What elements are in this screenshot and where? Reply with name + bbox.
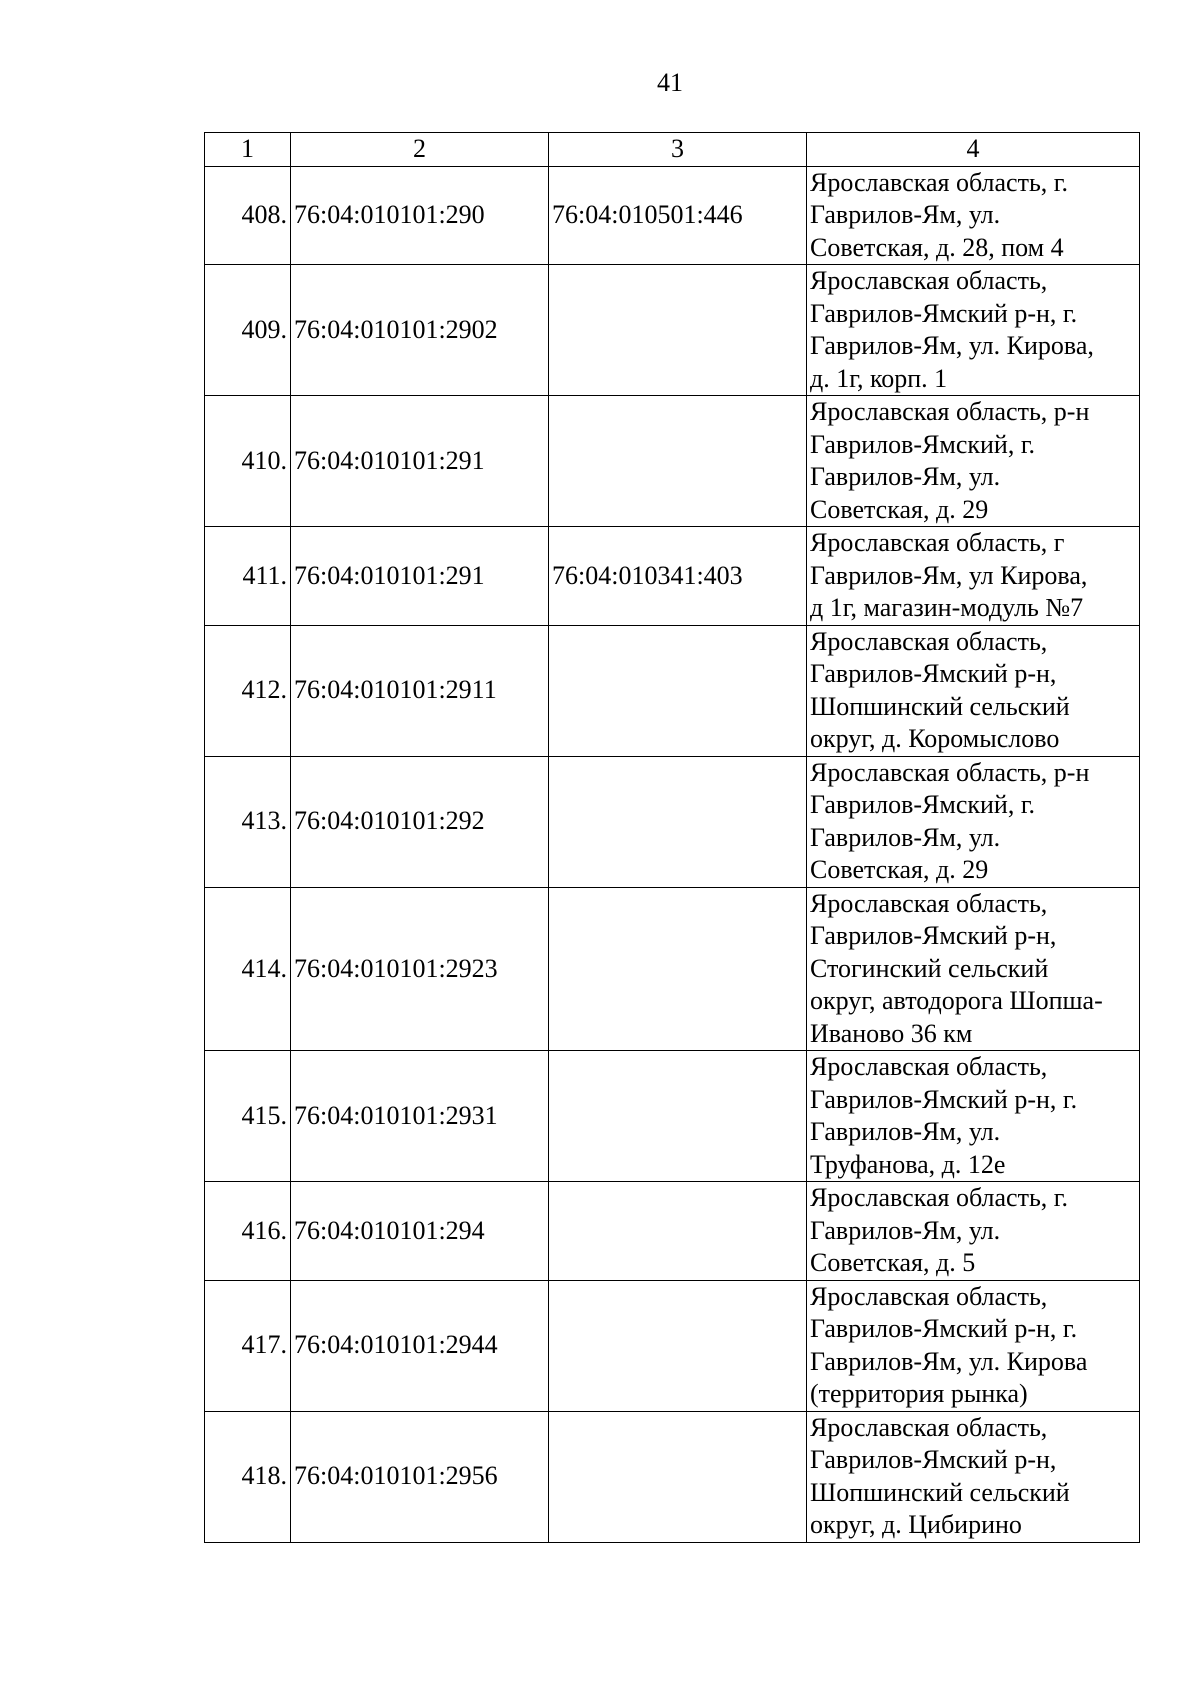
registry-table bbox=[204, 132, 1140, 1543]
address-line: Гаврилов-Ям, ул. bbox=[810, 822, 1001, 852]
address-line: Ярославская область, bbox=[810, 266, 1048, 295]
address-line: Труфанова, д. 12е bbox=[810, 1149, 1006, 1179]
inner-cadastral-number bbox=[549, 396, 807, 527]
address-cell bbox=[807, 265, 1140, 396]
address-cell bbox=[807, 1411, 1140, 1542]
address-line: Ярославская область, г. bbox=[810, 167, 1069, 197]
cadastral-number: 76:04:010101:2923 bbox=[291, 887, 549, 1051]
address-line: Гаврилов-Ямский р-н, bbox=[810, 921, 1057, 950]
inner-cadastral-number bbox=[549, 625, 807, 756]
table-row bbox=[205, 527, 1140, 626]
row-number: 408. bbox=[205, 166, 291, 265]
inner-cadastral-number: 76:04:010341:403 bbox=[549, 527, 807, 626]
table-row bbox=[205, 1051, 1140, 1182]
address-line: Советская, д. 5 bbox=[810, 1248, 976, 1277]
address-cell bbox=[807, 625, 1140, 756]
table-row bbox=[205, 1280, 1140, 1411]
address-line: Гаврилов-Ям, ул. Кирова, bbox=[810, 331, 1094, 360]
address-cell bbox=[807, 1280, 1140, 1411]
address-cell bbox=[807, 756, 1140, 887]
address-cell bbox=[807, 396, 1140, 527]
row-number: 410. bbox=[205, 396, 291, 527]
cadastral-number: 76:04:010101:294 bbox=[291, 1182, 549, 1281]
row-number: 411. bbox=[205, 527, 291, 626]
address-line: Гаврилов-Ям, ул. Кирова bbox=[810, 1346, 1088, 1376]
row-number: 416. bbox=[205, 1182, 291, 1281]
cadastral-number: 76:04:010101:2956 bbox=[291, 1411, 549, 1542]
row-number: 415. bbox=[205, 1051, 291, 1182]
address-line: Советская, д. 29 bbox=[810, 855, 989, 884]
address-cell bbox=[807, 166, 1140, 265]
address-line: Ярославская область, р-н bbox=[810, 397, 1090, 426]
cadastral-number: 76:04:010101:2931 bbox=[291, 1051, 549, 1182]
header-row bbox=[205, 133, 1140, 167]
inner-cadastral-number bbox=[549, 1411, 807, 1542]
address-line: Советская, д. 29 bbox=[810, 494, 989, 524]
row-number: 417. bbox=[205, 1280, 291, 1411]
address-line: Шопшинский сельский bbox=[810, 691, 1070, 721]
table-row bbox=[205, 756, 1140, 887]
address-line: Советская, д. 28, пом 4 bbox=[810, 232, 1064, 262]
inner-cadastral-number bbox=[549, 1182, 807, 1281]
table-row bbox=[205, 265, 1140, 396]
row-number: 414. bbox=[205, 887, 291, 1051]
row-number: 418. bbox=[205, 1411, 291, 1542]
address-line: Гаврилов-Ям, ул. bbox=[810, 1215, 1001, 1245]
table-row bbox=[205, 887, 1140, 1051]
inner-cadastral-number bbox=[549, 887, 807, 1051]
table-row bbox=[205, 625, 1140, 756]
table-row bbox=[205, 396, 1140, 527]
address-line: Ярославская область, bbox=[810, 1281, 1048, 1311]
address-line: Гаврилов-Ямский, г. bbox=[810, 429, 1036, 459]
address-line: Ярославская область, bbox=[810, 1052, 1048, 1081]
row-number: 413. bbox=[205, 756, 291, 887]
row-number: 409. bbox=[205, 265, 291, 396]
address-line: Ярославская область, bbox=[810, 888, 1048, 918]
address-line: д. 1г, корп. 1 bbox=[810, 363, 948, 393]
address-line: округ, д. Цибирино bbox=[810, 1510, 1022, 1539]
cadastral-number: 76:04:010101:291 bbox=[291, 527, 549, 626]
row-number: 412. bbox=[205, 625, 291, 756]
cadastral-number: 76:04:010101:2902 bbox=[291, 265, 549, 396]
inner-cadastral-number bbox=[549, 756, 807, 887]
address-cell bbox=[807, 1051, 1140, 1182]
page-number: 41 bbox=[657, 68, 683, 97]
address-line: Гаврилов-Ямский р-н, г. bbox=[810, 298, 1078, 328]
table-row bbox=[205, 1182, 1140, 1281]
inner-cadastral-number: 76:04:010501:446 bbox=[549, 166, 807, 265]
address-line: Гаврилов-Ямский р-н, г. bbox=[810, 1084, 1078, 1114]
address-line: Гаврилов-Ям, ул. bbox=[810, 200, 1001, 229]
address-line: Гаврилов-Ямский р-н, bbox=[810, 659, 1057, 688]
header-col-1: 1 bbox=[205, 133, 291, 167]
address-line: Гаврилов-Ям, ул. bbox=[810, 462, 1001, 491]
inner-cadastral-number bbox=[549, 1280, 807, 1411]
address-line: округ, д. Коромыслово bbox=[810, 724, 1060, 753]
table-row bbox=[205, 166, 1140, 265]
cadastral-number: 76:04:010101:291 bbox=[291, 396, 549, 527]
address-line: Гаврилов-Ямский р-н, г. bbox=[810, 1314, 1078, 1343]
address-cell bbox=[807, 527, 1140, 626]
cadastral-number: 76:04:010101:2944 bbox=[291, 1280, 549, 1411]
address-line: Гаврилов-Ям, ул. bbox=[810, 1117, 1001, 1146]
address-cell bbox=[807, 887, 1140, 1051]
cadastral-number: 76:04:010101:2911 bbox=[291, 625, 549, 756]
address-line: Шопшинский сельский bbox=[810, 1477, 1070, 1507]
address-line: Ярославская область, bbox=[810, 1412, 1048, 1442]
cadastral-number: 76:04:010101:290 bbox=[291, 166, 549, 265]
address-line: (территория рынка) bbox=[810, 1379, 1028, 1408]
address-line: Гаврилов-Ям, ул Кирова, bbox=[810, 560, 1088, 590]
address-line: Ярославская область, bbox=[810, 626, 1048, 656]
address-cell bbox=[807, 1182, 1140, 1281]
address-line: Стогинский сельский bbox=[810, 953, 1049, 983]
address-line: Ярославская область, г bbox=[810, 528, 1065, 557]
address-line: Гаврилов-Ямский р-н, bbox=[810, 1445, 1057, 1474]
address-line: Ярославская область, р-н bbox=[810, 757, 1090, 787]
address-line: округ, автодорога Шопша- bbox=[810, 986, 1103, 1015]
table-body bbox=[205, 166, 1140, 1542]
address-line: д 1г, магазин-модуль №7 bbox=[810, 593, 1084, 622]
table-row bbox=[205, 1411, 1140, 1542]
cadastral-number: 76:04:010101:292 bbox=[291, 756, 549, 887]
header-col-3: 3 bbox=[549, 133, 807, 167]
address-line: Гаврилов-Ямский, г. bbox=[810, 790, 1036, 819]
header-col-2: 2 bbox=[291, 133, 549, 167]
address-line: Ярославская область, г. bbox=[810, 1183, 1069, 1212]
address-line: Иваново 36 км bbox=[810, 1018, 973, 1048]
inner-cadastral-number bbox=[549, 1051, 807, 1182]
table-header bbox=[205, 133, 1140, 167]
header-col-4: 4 bbox=[807, 133, 1140, 167]
inner-cadastral-number bbox=[549, 265, 807, 396]
